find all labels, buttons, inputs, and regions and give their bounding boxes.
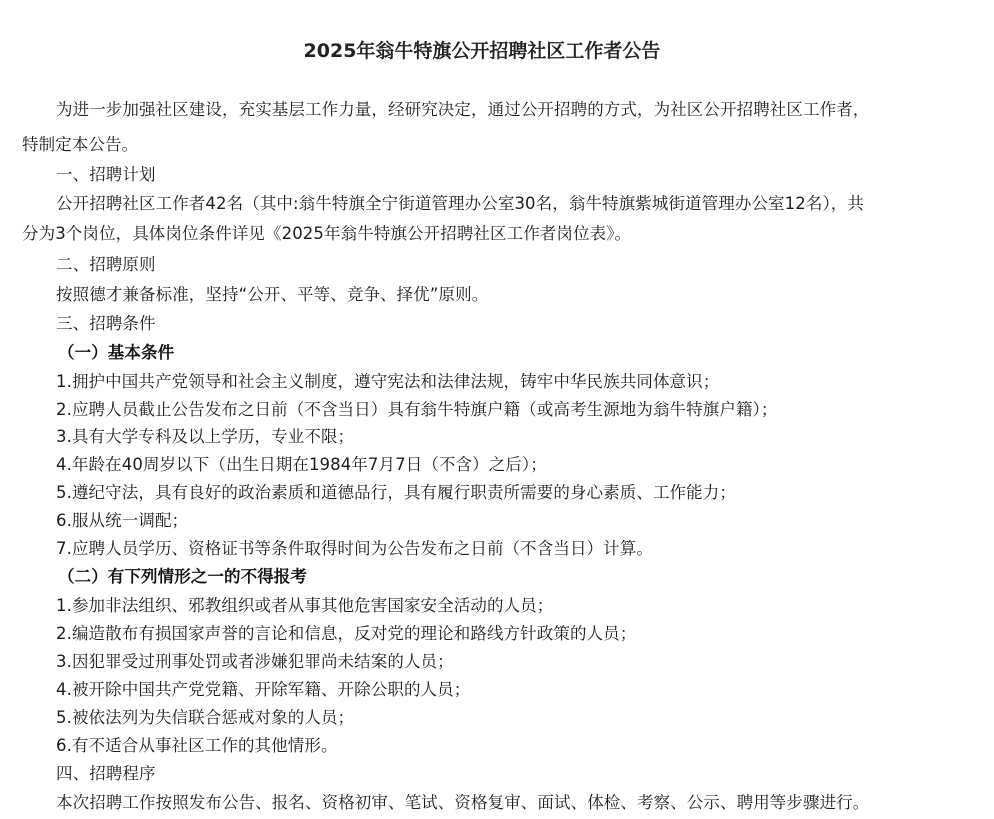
- list-item: 5.被依法列为失信联合惩戒对象的人员；: [56, 708, 355, 727]
- section-heading-recruitment-conditions: 三、招聘条件: [56, 314, 156, 333]
- recruitment-plan-line1: 公开招聘社区工作者42名（其中:翁牛特旗全宁街道管理办公室30名，翁牛特旗紫城街道管理办公室12名），共: [56, 194, 864, 213]
- list-item: 4.年龄在40周岁以下（出生日期在1984年7月7日（不含）之后）；: [56, 455, 547, 474]
- list-item: 5.遵纪守法，具有良好的政治素质和道德品行，具有履行职责所需要的身心素质、工作能力；: [56, 483, 736, 502]
- intro-paragraph-line2: 特制定本公告。: [22, 135, 139, 154]
- intro-paragraph-line1: 为进一步加强社区建设，充实基层工作力量，经研究决定，通过公开招聘的方式，为社区公开招聘社区工作者，: [56, 100, 870, 119]
- list-item: 6.有不适合从事社区工作的其他情形。: [56, 736, 338, 755]
- section-heading-recruitment-principle: 二、招聘原则: [56, 255, 156, 274]
- subheading-basic-conditions: （一）基本条件: [58, 343, 175, 362]
- list-item: 2.编造散布有损国家声誉的言论和信息，反对党的理论和路线方针政策的人员；: [56, 624, 637, 643]
- subheading-disqualifications: （二）有下列情形之一的不得报考: [58, 567, 307, 586]
- page-title: 2025年翁牛特旗公开招聘社区工作者公告: [303, 40, 661, 62]
- list-item: 2.应聘人员截止公告发布之日前（不含当日）具有翁牛特旗户籍（或高考生源地为翁牛特旗户籍）；: [56, 400, 778, 419]
- recruitment-plan-line2: 分为3个岗位，具体岗位条件详见《2025年翁牛特旗公开招聘社区工作者岗位表》。: [22, 224, 632, 243]
- section-heading-recruitment-procedure: 四、招聘程序: [56, 764, 156, 783]
- list-item: 6.服从统一调配；: [56, 511, 189, 530]
- list-item: 1.拥护中国共产党领导和社会主义制度，遵守宪法和法律法规，铸牢中华民族共同体意识；: [56, 372, 720, 391]
- recruitment-procedure-text: 本次招聘工作按照发布公告、报名、资格初审、笔试、资格复审、面试、体检、考察、公示、聘用等步骤进行。: [56, 793, 870, 812]
- list-item: 3.因犯罪受过刑事处罚或者涉嫌犯罪尚未结案的人员；: [56, 652, 454, 671]
- list-item: 3.具有大学专科及以上学历，专业不限；: [56, 427, 355, 446]
- section-heading-recruitment-plan: 一、招聘计划: [56, 165, 156, 184]
- list-item: 7.应聘人员学历、资格证书等条件取得时间为公告发布之日前（不含当日）计算。: [56, 539, 653, 558]
- list-item: 4.被开除中国共产党党籍、开除军籍、开除公职的人员；: [56, 680, 471, 699]
- recruitment-principle-text: 按照德才兼备标准，坚持“公开、平等、竞争、择优”原则。: [56, 285, 489, 304]
- list-item: 1.参加非法组织、邪教组织或者从事其他危害国家安全活动的人员；: [56, 596, 554, 615]
